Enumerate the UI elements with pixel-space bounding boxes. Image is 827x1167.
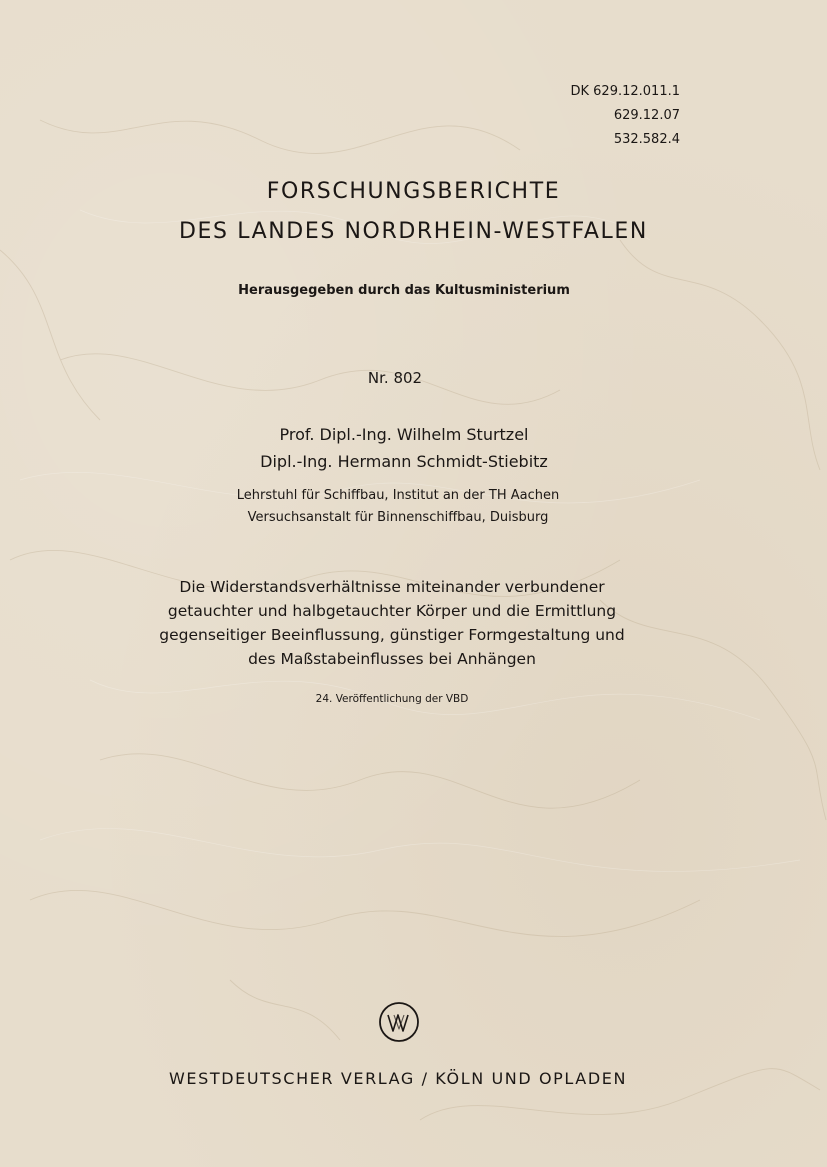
series-title-line: DES LANDES NORDRHEIN-WESTFALEN [179, 219, 648, 244]
publisher-imprint: WESTDEUTSCHER VERLAG / KÖLN UND OPLADEN [168, 1069, 628, 1088]
classification-code: 532.582.4 [613, 132, 680, 147]
institute-line: Versuchsanstalt für Binnenschiffbau, Duisburg [247, 510, 549, 525]
title-line: des Maßstabeinflusses bei Anhängen [248, 650, 536, 668]
institutes-block [0, 485, 796, 529]
publication-note: 24. Veröffentlichung der VBD [315, 693, 469, 705]
report-title [0, 575, 784, 671]
publisher-logo-icon [377, 1000, 421, 1044]
title-line: Die Widerstandsverhältnisse miteinander verbundener [179, 578, 605, 596]
series-title-line: FORSCHUNGSBERICHTE [266, 179, 561, 204]
institute-line: Lehrstuhl für Schiffbau, Institut an der TH Aachen [236, 488, 560, 503]
issued-by: Herausgegeben durch das Kultusministerium [238, 283, 570, 298]
classification-code: 629.12.07 [613, 108, 680, 123]
authors-block [0, 421, 808, 475]
author-name: Dipl.-Ing. Hermann Schmidt-Stiebitz [260, 452, 548, 471]
classification-code: DK 629.12.011.1 [570, 84, 680, 99]
author-name: Prof. Dipl.-Ing. Wilhelm Sturtzel [279, 425, 529, 444]
title-line: getauchter und halbgetauchter Körper und die Ermittlung [167, 602, 617, 620]
series-title [0, 172, 827, 252]
report-number: Nr. 802 [367, 369, 423, 387]
title-line: gegenseitiger Beeinflussung, günstiger Formgestaltung und [159, 626, 625, 644]
classification-block [560, 80, 680, 152]
